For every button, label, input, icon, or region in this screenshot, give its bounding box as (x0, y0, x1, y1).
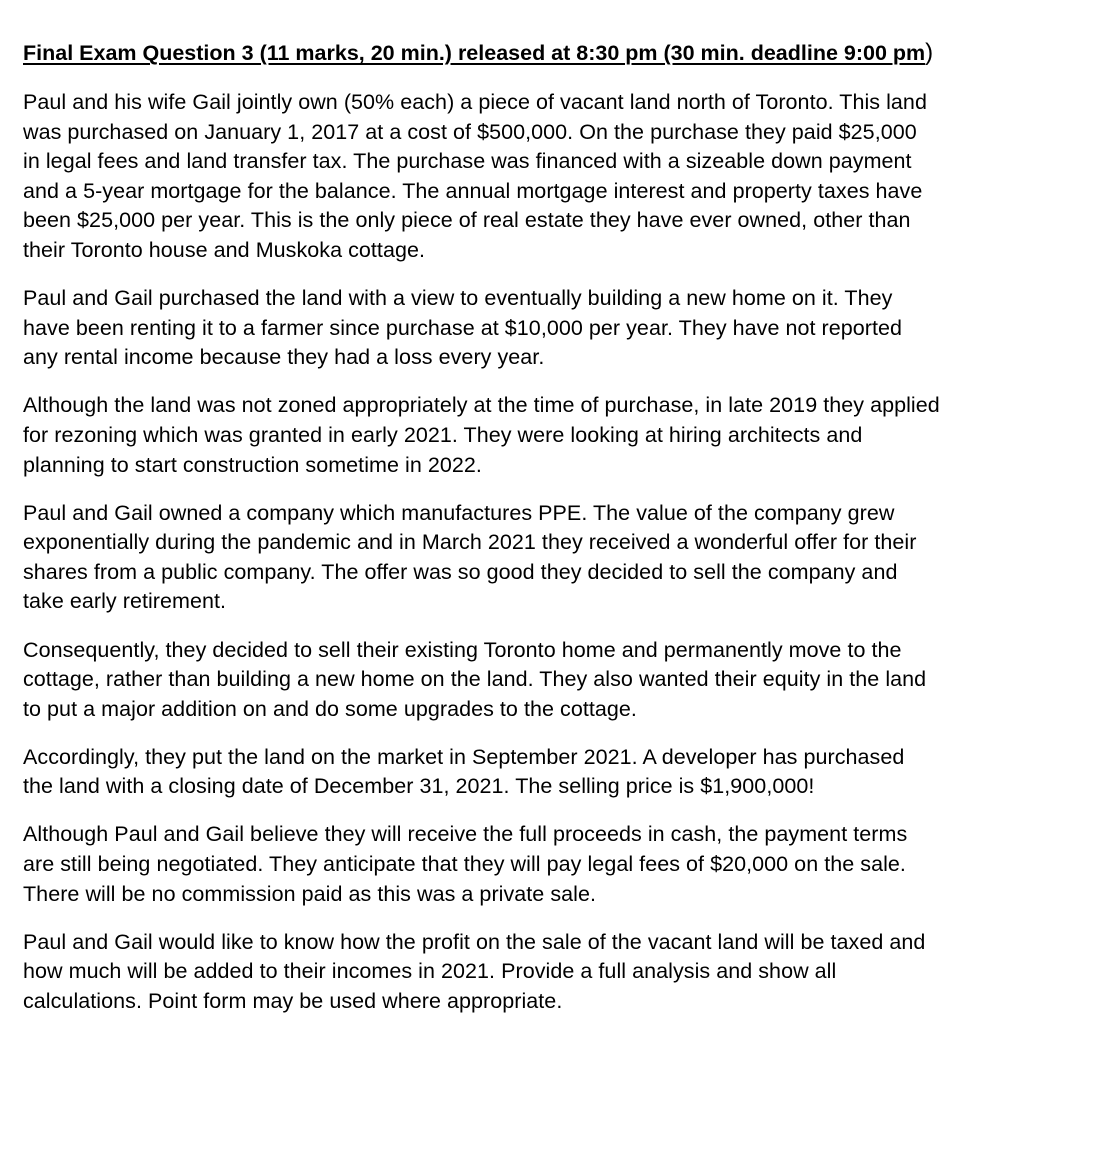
paragraph-line: the land with a closing date of December 31, 2021. The selling price is $1,900,000! (23, 774, 815, 799)
question-title-closing-paren: ) (925, 39, 934, 66)
paragraph-line: to put a major addition on and do some upgrades to the cottage. (23, 696, 637, 721)
paragraph-2 (23, 284, 1083, 373)
paragraph-line: take early retirement. (23, 589, 227, 614)
paragraph-line: for rezoning which was granted in early 2021. They were looking at hiring architects and (23, 422, 863, 447)
paragraph-line: have been renting it to a farmer since purchase at $10,000 per year. They have not reported (23, 315, 903, 340)
document-page (23, 36, 1083, 1035)
paragraph-line: shares from a public company. The offer was so good they decided to sell the company and (23, 559, 898, 584)
paragraph-line: are still being negotiated. They anticipate that they will pay legal fees of $20,000 on the sale. (23, 852, 906, 877)
paragraph-line: Paul and Gail would like to know how the profit on the sale of the vacant land will be taxed and (23, 929, 926, 954)
paragraph-line: There will be no commission paid as this was a private sale. (23, 881, 597, 906)
question-title (23, 36, 1083, 70)
paragraph-line: was purchased on January 1, 2017 at a cost of $500,000. On the purchase they paid $25,000 (23, 119, 917, 144)
paragraph-8 (23, 928, 1083, 1017)
paragraph-line: any rental income because they had a loss every year. (23, 345, 545, 370)
paragraph-1 (23, 88, 1083, 266)
paragraph-line: Paul and his wife Gail jointly own (50% each) a piece of vacant land north of Toronto. This land (23, 90, 927, 114)
paragraph-6 (23, 743, 1083, 802)
paragraph-line: in legal fees and land transfer tax. The purchase was financed with a sizeable down payment (23, 149, 912, 174)
paragraph-line: and a 5-year mortgage for the balance. The annual mortgage interest and property taxes have (23, 178, 923, 203)
paragraph-line: their Toronto house and Muskoka cottage. (23, 237, 425, 262)
paragraph-3 (23, 391, 1083, 480)
paragraph-line: Accordingly, they put the land on the market in September 2021. A developer has purchased (23, 744, 905, 769)
paragraph-line: exponentially during the pandemic and in March 2021 they received a wonderful offer for their (23, 530, 917, 555)
paragraph-4 (23, 499, 1083, 617)
paragraph-line: calculations. Point form may be used where appropriate. (23, 988, 563, 1013)
paragraph-line: Although the land was not zoned appropriately at the time of purchase, in late 2019 they applied (23, 393, 940, 418)
paragraph-line: cottage, rather than building a new home on the land. They also wanted their equity in the land (23, 667, 927, 692)
paragraph-line: Paul and Gail purchased the land with a view to eventually building a new home on it. They (23, 286, 893, 311)
paragraph-line: Consequently, they decided to sell their existing Toronto home and permanently move to the (23, 637, 902, 662)
question-title-text: Final Exam Question 3 (11 marks, 20 min.) released at 8:30 pm (30 min. deadline 9:00 pm (23, 41, 926, 65)
paragraph-line: Paul and Gail owned a company which manufactures PPE. The value of the company grew (23, 500, 895, 525)
paragraph-line: Although Paul and Gail believe they will receive the full proceeds in cash, the payment terms (23, 822, 908, 847)
paragraph-line: how much will be added to their incomes in 2021. Provide a full analysis and show all (23, 959, 837, 984)
paragraph-7 (23, 820, 1083, 909)
paragraph-line: been $25,000 per year. This is the only piece of real estate they have ever owned, other than (23, 208, 911, 233)
paragraph-5 (23, 636, 1083, 725)
paragraph-line: planning to start construction sometime in 2022. (23, 452, 482, 477)
question-body (23, 88, 1083, 1017)
